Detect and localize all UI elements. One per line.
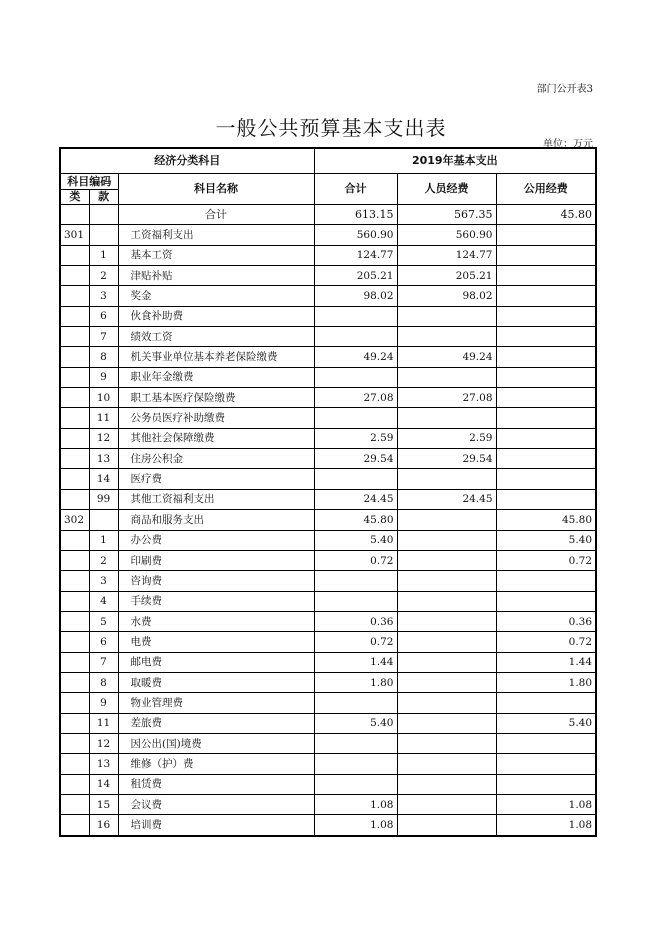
cell-kuan: 3 — [89, 286, 118, 306]
cell-kuan: 11 — [89, 408, 118, 428]
cell-kuan: 9 — [89, 693, 118, 713]
cell-lei — [60, 245, 89, 265]
cell-total — [314, 571, 397, 591]
cell-name: 绩效工资 — [118, 327, 314, 347]
cell-name: 伙食补助费 — [118, 306, 314, 326]
cell-personnel — [397, 408, 496, 428]
cell-lei — [60, 469, 89, 489]
cell-kuan — [89, 510, 118, 530]
cell-public: 45.80 — [496, 510, 596, 530]
cell-personnel — [397, 794, 496, 814]
cell-kuan: 12 — [89, 733, 118, 753]
cell-public: 1.44 — [496, 652, 596, 672]
cell-personnel: 560.90 — [397, 225, 496, 245]
cell-kuan: 15 — [89, 794, 118, 814]
cell-name: 工资福利支出 — [118, 225, 314, 245]
cell-kuan: 12 — [89, 428, 118, 448]
cell-kuan: 6 — [89, 306, 118, 326]
table-row — [60, 347, 596, 367]
cell-public: 1.08 — [496, 815, 596, 836]
header-econ-class: 经济分类科目 — [60, 148, 314, 174]
cell-name: 住房公积金 — [118, 449, 314, 469]
cell-kuan: 7 — [89, 652, 118, 672]
cell-lei — [60, 388, 89, 408]
table-row — [60, 428, 596, 448]
cell-public — [496, 469, 596, 489]
cell-name: 维修（护）费 — [118, 754, 314, 774]
cell-public — [496, 591, 596, 611]
cell-public: 0.72 — [496, 550, 596, 570]
cell-kuan: 8 — [89, 672, 118, 692]
cell-lei — [60, 347, 89, 367]
cell-lei — [60, 550, 89, 570]
table-row — [60, 591, 596, 611]
cell-personnel: 49.24 — [397, 347, 496, 367]
cell-public: 1.80 — [496, 672, 596, 692]
cell-public — [496, 245, 596, 265]
cell-personnel — [397, 306, 496, 326]
table-row — [60, 388, 596, 408]
cell-kuan: 6 — [89, 632, 118, 652]
cell-public — [496, 327, 596, 347]
unit-label: 单位：万元 — [543, 139, 593, 150]
cell-lei — [60, 428, 89, 448]
table-body — [60, 205, 596, 836]
cell-kuan: 4 — [89, 591, 118, 611]
cell-kuan: 5 — [89, 611, 118, 631]
cell-lei: 301 — [60, 225, 89, 245]
cell-personnel — [397, 815, 496, 836]
cell-personnel — [397, 530, 496, 550]
cell-name: 职业年金缴费 — [118, 367, 314, 387]
header-name: 科目名称 — [118, 174, 314, 205]
table-row — [60, 754, 596, 774]
cell-lei — [60, 713, 89, 733]
cell-kuan: 14 — [89, 774, 118, 794]
cell-lei — [60, 611, 89, 631]
cell-name: 机关事业单位基本养老保险缴费 — [118, 347, 314, 367]
cell-lei — [60, 489, 89, 509]
cell-total: 1.08 — [314, 815, 397, 836]
cell-public — [496, 571, 596, 591]
table-row — [60, 672, 596, 692]
table-row — [60, 449, 596, 469]
table-row — [60, 327, 596, 347]
table-row — [60, 306, 596, 326]
cell-total: 613.15 — [314, 205, 397, 225]
table-row — [60, 266, 596, 286]
cell-lei — [60, 205, 89, 225]
cell-public — [496, 449, 596, 469]
cell-public: 0.36 — [496, 611, 596, 631]
page-title: 一般公共预算基本支出表 — [215, 116, 447, 140]
cell-public — [496, 489, 596, 509]
cell-name: 水费 — [118, 611, 314, 631]
cell-public — [496, 774, 596, 794]
table-row — [60, 815, 596, 836]
cell-personnel: 567.35 — [397, 205, 496, 225]
table-row — [60, 530, 596, 550]
cell-total: 29.54 — [314, 449, 397, 469]
cell-personnel: 2.59 — [397, 428, 496, 448]
cell-total — [314, 408, 397, 428]
cell-total — [314, 367, 397, 387]
cell-total — [314, 693, 397, 713]
header-code-label: 科目编码 — [61, 175, 118, 190]
table-row — [60, 225, 596, 245]
cell-personnel — [397, 713, 496, 733]
table-row — [60, 286, 596, 306]
cell-public: 0.72 — [496, 632, 596, 652]
cell-total: 5.40 — [314, 530, 397, 550]
form-number: 部门公开表3 — [536, 84, 593, 95]
cell-lei — [60, 266, 89, 286]
cell-public — [496, 347, 596, 367]
cell-kuan: 16 — [89, 815, 118, 836]
cell-kuan: 1 — [89, 245, 118, 265]
cell-name: 手续费 — [118, 591, 314, 611]
cell-lei — [60, 571, 89, 591]
header-personnel: 人员经费 — [397, 174, 496, 205]
cell-name: 因公出(国)境费 — [118, 733, 314, 753]
cell-kuan: 2 — [89, 266, 118, 286]
cell-public — [496, 388, 596, 408]
cell-total: 49.24 — [314, 347, 397, 367]
cell-kuan: 99 — [89, 489, 118, 509]
cell-name: 电费 — [118, 632, 314, 652]
cell-public: 1.08 — [496, 794, 596, 814]
cell-total: 24.45 — [314, 489, 397, 509]
table-row — [60, 571, 596, 591]
cell-personnel: 24.45 — [397, 489, 496, 509]
cell-total: 2.59 — [314, 428, 397, 448]
cell-kuan: 3 — [89, 571, 118, 591]
cell-lei — [60, 733, 89, 753]
header-budget: 2019年基本支出 — [314, 148, 596, 174]
table-row — [60, 245, 596, 265]
cell-name: 其他社会保障缴费 — [118, 428, 314, 448]
cell-personnel — [397, 367, 496, 387]
cell-kuan: 14 — [89, 469, 118, 489]
table-row — [60, 794, 596, 814]
cell-public — [496, 286, 596, 306]
cell-lei — [60, 530, 89, 550]
cell-lei — [60, 408, 89, 428]
cell-kuan: 7 — [89, 327, 118, 347]
cell-personnel — [397, 733, 496, 753]
cell-lei — [60, 815, 89, 836]
table-row — [60, 408, 596, 428]
cell-total: 205.21 — [314, 266, 397, 286]
budget-table — [59, 147, 597, 837]
cell-lei — [60, 632, 89, 652]
cell-personnel — [397, 550, 496, 570]
cell-name: 差旅费 — [118, 713, 314, 733]
cell-personnel: 205.21 — [397, 266, 496, 286]
cell-public: 5.40 — [496, 530, 596, 550]
header-public: 公用经费 — [496, 174, 596, 205]
cell-lei — [60, 367, 89, 387]
table-row — [60, 693, 596, 713]
cell-total: 98.02 — [314, 286, 397, 306]
cell-name: 公务员医疗补助缴费 — [118, 408, 314, 428]
cell-kuan: 9 — [89, 367, 118, 387]
total-row — [60, 205, 596, 225]
table-row — [60, 632, 596, 652]
cell-lei — [60, 672, 89, 692]
cell-total: 124.77 — [314, 245, 397, 265]
table-row — [60, 469, 596, 489]
table-row — [60, 652, 596, 672]
header-lei: 类 — [61, 190, 90, 204]
cell-kuan: 10 — [89, 388, 118, 408]
cell-total: 0.36 — [314, 611, 397, 631]
cell-name: 物业管理费 — [118, 693, 314, 713]
table-row — [60, 367, 596, 387]
cell-total — [314, 591, 397, 611]
cell-name: 培训费 — [118, 815, 314, 836]
table-row — [60, 489, 596, 509]
header-code — [60, 174, 118, 205]
cell-name: 奖金 — [118, 286, 314, 306]
table-row — [60, 550, 596, 570]
cell-total — [314, 754, 397, 774]
table-row — [60, 611, 596, 631]
cell-lei: 302 — [60, 510, 89, 530]
cell-total — [314, 306, 397, 326]
cell-kuan: 13 — [89, 449, 118, 469]
table-row — [60, 733, 596, 753]
cell-personnel — [397, 591, 496, 611]
cell-lei — [60, 693, 89, 713]
cell-kuan: 13 — [89, 754, 118, 774]
cell-personnel — [397, 632, 496, 652]
cell-personnel: 29.54 — [397, 449, 496, 469]
cell-total: 0.72 — [314, 632, 397, 652]
cell-personnel — [397, 611, 496, 631]
cell-name: 其他工资福利支出 — [118, 489, 314, 509]
table-row — [60, 713, 596, 733]
cell-personnel — [397, 754, 496, 774]
table-row — [60, 510, 596, 530]
cell-personnel — [397, 469, 496, 489]
cell-personnel — [397, 672, 496, 692]
cell-total: 5.40 — [314, 713, 397, 733]
cell-public — [496, 266, 596, 286]
table-row — [60, 774, 596, 794]
cell-personnel: 98.02 — [397, 286, 496, 306]
cell-total — [314, 327, 397, 347]
cell-kuan: 1 — [89, 530, 118, 550]
cell-public — [496, 693, 596, 713]
cell-total: 0.72 — [314, 550, 397, 570]
cell-personnel — [397, 510, 496, 530]
cell-name: 会议费 — [118, 794, 314, 814]
cell-name: 办公费 — [118, 530, 314, 550]
cell-total: 1.80 — [314, 672, 397, 692]
cell-public — [496, 754, 596, 774]
cell-lei — [60, 754, 89, 774]
cell-kuan: 11 — [89, 713, 118, 733]
cell-kuan — [89, 205, 118, 225]
cell-lei — [60, 774, 89, 794]
cell-lei — [60, 449, 89, 469]
cell-personnel — [397, 693, 496, 713]
cell-total: 1.08 — [314, 794, 397, 814]
cell-kuan: 2 — [89, 550, 118, 570]
cell-public: 5.40 — [496, 713, 596, 733]
cell-name: 取暖费 — [118, 672, 314, 692]
cell-public — [496, 306, 596, 326]
cell-lei — [60, 591, 89, 611]
cell-personnel: 124.77 — [397, 245, 496, 265]
cell-total: 45.80 — [314, 510, 397, 530]
cell-name: 商品和服务支出 — [118, 510, 314, 530]
cell-personnel — [397, 571, 496, 591]
header-total: 合计 — [314, 174, 397, 205]
cell-total — [314, 774, 397, 794]
cell-lei — [60, 306, 89, 326]
cell-kuan: 8 — [89, 347, 118, 367]
cell-name: 基本工资 — [118, 245, 314, 265]
cell-name: 津贴补贴 — [118, 266, 314, 286]
cell-name: 咨询费 — [118, 571, 314, 591]
cell-personnel — [397, 327, 496, 347]
cell-name: 职工基本医疗保险缴费 — [118, 388, 314, 408]
cell-total — [314, 469, 397, 489]
cell-public — [496, 733, 596, 753]
cell-personnel — [397, 774, 496, 794]
cell-total: 560.90 — [314, 225, 397, 245]
cell-lei — [60, 286, 89, 306]
cell-lei — [60, 652, 89, 672]
cell-public — [496, 367, 596, 387]
cell-personnel: 27.08 — [397, 388, 496, 408]
header-kuan: 款 — [98, 189, 110, 203]
cell-total — [314, 733, 397, 753]
cell-personnel — [397, 652, 496, 672]
cell-total: 1.44 — [314, 652, 397, 672]
cell-name: 医疗费 — [118, 469, 314, 489]
cell-kuan — [89, 225, 118, 245]
cell-lei — [60, 794, 89, 814]
cell-name: 合计 — [118, 205, 314, 225]
cell-name: 印刷费 — [118, 550, 314, 570]
cell-name: 邮电费 — [118, 652, 314, 672]
cell-public — [496, 225, 596, 245]
cell-public: 45.80 — [496, 205, 596, 225]
cell-public — [496, 408, 596, 428]
cell-total: 27.08 — [314, 388, 397, 408]
cell-name: 租赁费 — [118, 774, 314, 794]
cell-public — [496, 428, 596, 448]
cell-lei — [60, 327, 89, 347]
